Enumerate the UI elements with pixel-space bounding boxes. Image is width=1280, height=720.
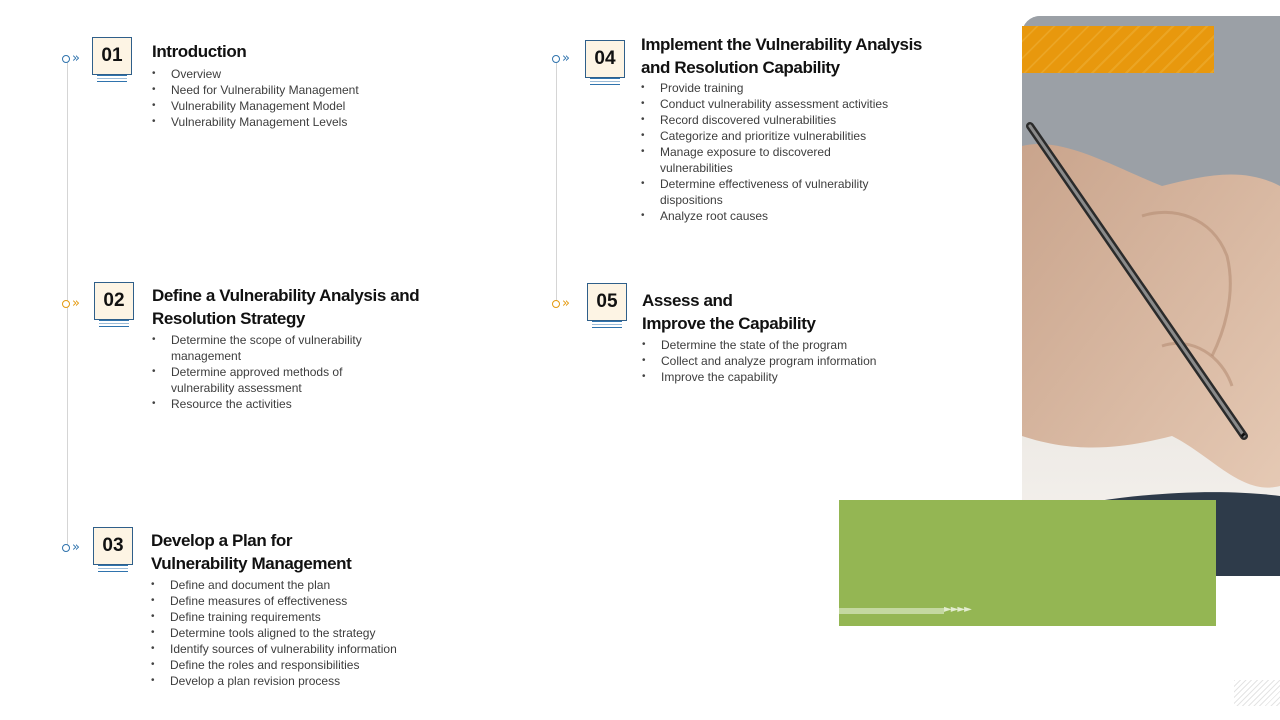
section-list-03 bbox=[151, 577, 451, 689]
chevron-arrows-icon: ►►►► bbox=[944, 604, 971, 615]
timeline-marker-icon bbox=[62, 52, 79, 65]
list-item: • Determine the state of the program bbox=[642, 337, 922, 353]
timeline-marker-icon bbox=[62, 297, 79, 310]
list-item: • Categorize and prioritize vulnerabilities bbox=[641, 128, 901, 144]
section-number-01: 01 bbox=[92, 37, 132, 75]
timeline-marker-icon bbox=[552, 52, 569, 65]
section-number-03: 03 bbox=[93, 527, 133, 565]
section-list-04 bbox=[641, 80, 901, 224]
section-title-02: Define a Vulnerability Analysis and Resolution Strategy bbox=[152, 286, 420, 328]
list-item: • Develop a plan revision process bbox=[151, 673, 451, 689]
chevron-double-right-icon: » bbox=[562, 51, 569, 66]
timeline-line-right bbox=[556, 62, 557, 304]
list-item: • Manage exposure to discovered vulnerabilities bbox=[641, 144, 860, 176]
orange-accent-block bbox=[1022, 26, 1214, 73]
list-item: • Record discovered vulnerabilities bbox=[641, 112, 901, 128]
section-number-02: 02 bbox=[94, 282, 134, 320]
list-item: • Collect and analyze program information bbox=[642, 353, 922, 369]
section-list-05 bbox=[642, 337, 922, 385]
list-item: • Improve the capability bbox=[642, 369, 922, 385]
list-item: • Resource the activities bbox=[152, 396, 377, 412]
chevron-double-right-icon: » bbox=[562, 296, 569, 311]
timeline-marker-icon bbox=[62, 541, 79, 554]
list-item: • Vulnerability Management Model bbox=[152, 98, 452, 114]
chevron-double-right-icon: » bbox=[72, 51, 79, 66]
list-item: • Define and document the plan bbox=[151, 577, 451, 593]
list-item: • Determine effectiveness of vulnerability dispositions bbox=[641, 176, 900, 208]
list-item: • Overview bbox=[152, 66, 452, 82]
list-item: • Provide training bbox=[641, 80, 901, 96]
list-item: • Define training requirements bbox=[151, 609, 451, 625]
chevron-double-right-icon: » bbox=[72, 296, 79, 311]
corner-hatch-decoration bbox=[1234, 680, 1280, 706]
section-list-02 bbox=[152, 332, 377, 412]
section-number-05: 05 bbox=[587, 283, 627, 321]
list-item: • Determine approved methods of vulnerability assessment bbox=[152, 364, 377, 396]
list-item: • Need for Vulnerability Management bbox=[152, 82, 452, 98]
list-item: • Identify sources of vulnerability information bbox=[151, 641, 451, 657]
list-item: • Vulnerability Management Levels bbox=[152, 114, 452, 130]
chevron-double-right-icon: » bbox=[72, 540, 79, 555]
list-item: • Define measures of effectiveness bbox=[151, 593, 451, 609]
green-accent-block bbox=[839, 500, 1216, 626]
list-item: • Conduct vulnerability assessment activities bbox=[641, 96, 901, 112]
timeline-marker-icon bbox=[552, 297, 569, 310]
section-number-04: 04 bbox=[585, 40, 625, 78]
hand-with-pen-illustration bbox=[1022, 16, 1280, 576]
section-title-01: Introduction bbox=[152, 42, 247, 61]
section-title-03: Develop a Plan for Vulnerability Management bbox=[151, 531, 352, 573]
hand-writing-photo bbox=[1022, 16, 1280, 576]
section-title-05: Assess and Improve the Capability bbox=[642, 291, 816, 333]
section-title-04: Implement the Vulnerability Analysis and Resolution Capability bbox=[641, 35, 922, 77]
section-list-01 bbox=[152, 66, 452, 130]
list-item: • Determine tools aligned to the strategy bbox=[151, 625, 451, 641]
list-item: • Analyze root causes bbox=[641, 208, 901, 224]
progress-accent-bar bbox=[839, 608, 944, 614]
list-item: • Define the roles and responsibilities bbox=[151, 657, 451, 673]
list-item: • Determine the scope of vulnerability management bbox=[152, 332, 377, 364]
